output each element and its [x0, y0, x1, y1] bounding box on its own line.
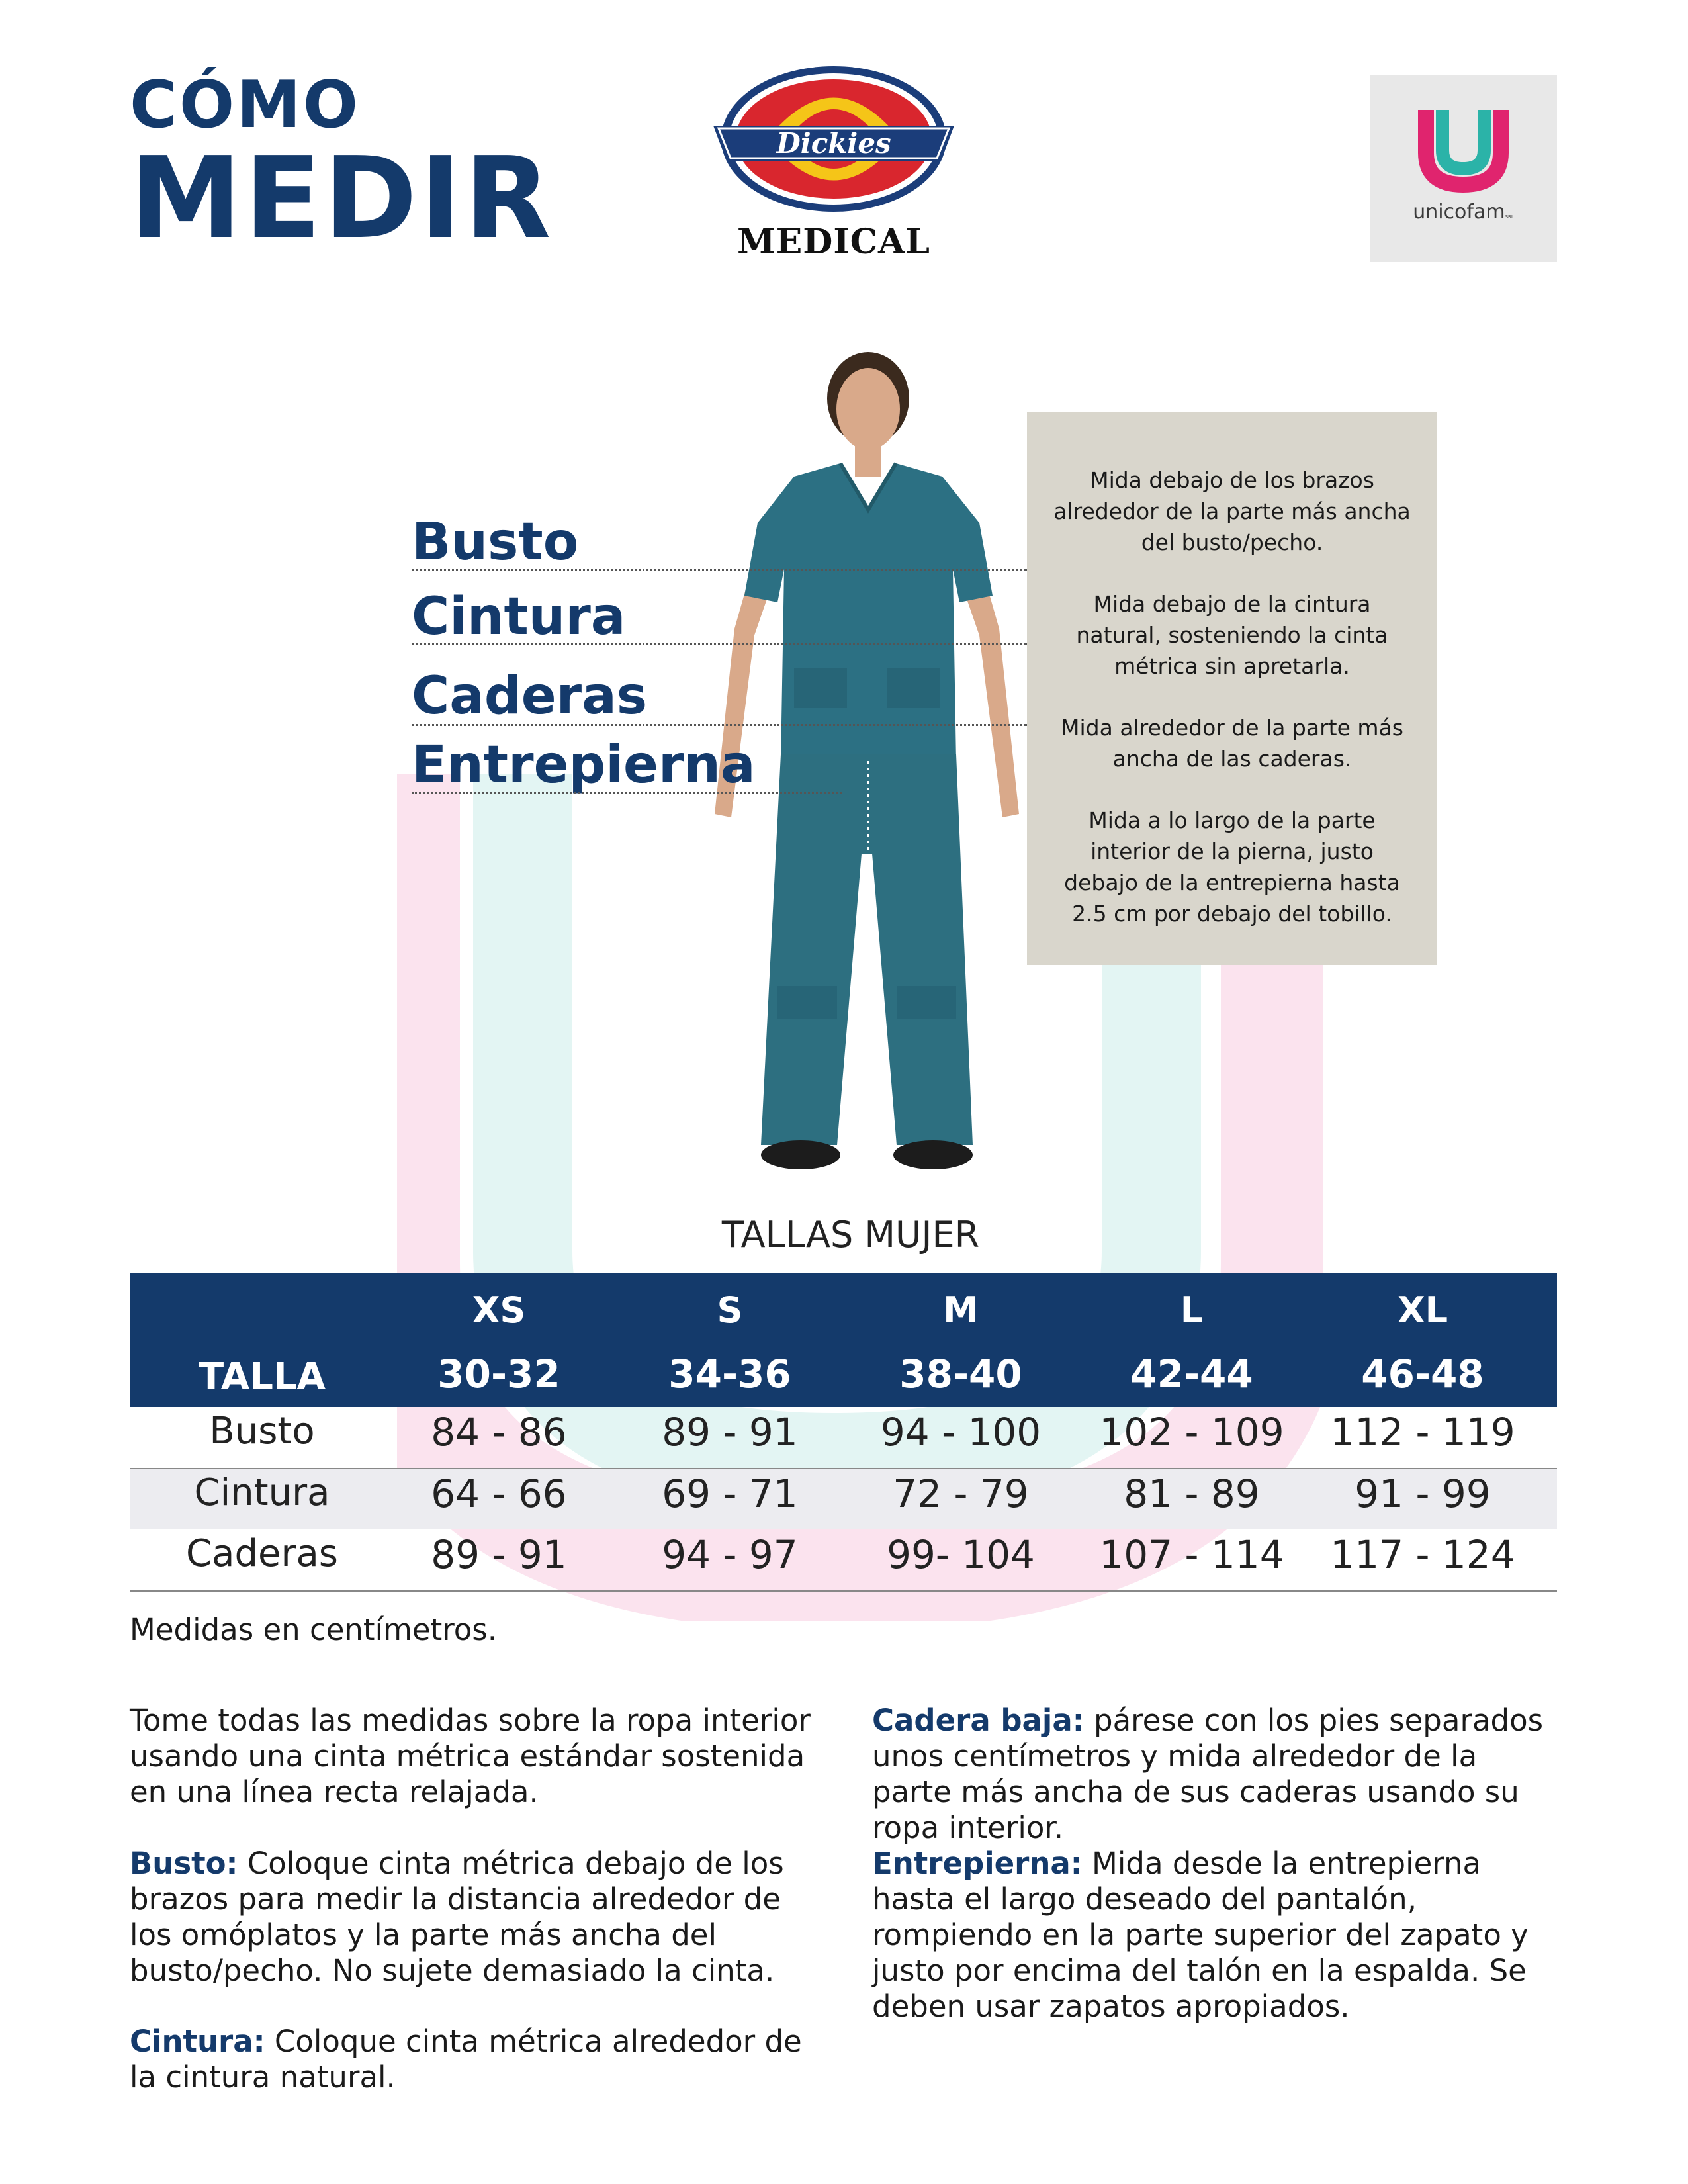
- table-cell: 99- 104: [887, 1532, 1035, 1577]
- note-busto-label: Busto:: [130, 1846, 238, 1881]
- table-cell: 89 - 91: [431, 1532, 567, 1577]
- label-busto: Busto: [412, 512, 579, 572]
- partner-trademark: SRL: [1505, 214, 1514, 220]
- header-size-l: L: [1180, 1289, 1204, 1331]
- caderas-line: [412, 724, 1027, 726]
- table-cell: 102 - 109: [1099, 1410, 1284, 1455]
- header-size-xs: XS: [472, 1289, 526, 1331]
- table-footnote: Medidas en centímetros.: [130, 1612, 498, 1647]
- header-range-s: 34-36: [668, 1351, 791, 1396]
- brand-name: Dickies: [776, 127, 891, 159]
- panel-text-cintura: Mida debajo de la cintura natural, sosteniendo la cinta métrica sin apretarla.: [1076, 591, 1388, 679]
- label-cintura: Cintura: [412, 587, 626, 647]
- busto-line: [412, 569, 1027, 571]
- note-busto-text: Coloque cinta métrica debajo de los brazos para medir la distancia alrededor de los omóplatos y la parte más ancha del busto/pecho. No sujete demasiado la cinta.: [130, 1846, 784, 1988]
- table-row-caderas: [130, 1529, 1557, 1590]
- note-cintura-text: Coloque cinta métrica alrededor de la cintura natural.: [130, 2024, 802, 2095]
- table-cell: 94 - 100: [880, 1410, 1042, 1455]
- label-entrepierna: Entrepierna: [412, 735, 756, 795]
- table-caption: TALLAS MUJER: [721, 1214, 980, 1255]
- table-cell: 81 - 89: [1124, 1471, 1260, 1516]
- table-cell: 64 - 66: [431, 1471, 567, 1516]
- table-cell: 94 - 97: [662, 1532, 798, 1577]
- note-cadera-label: Cadera baja:: [872, 1703, 1085, 1738]
- note-cintura: [130, 2024, 831, 2095]
- table-cell: 91 - 99: [1355, 1471, 1491, 1516]
- table-cell: 72 - 79: [893, 1471, 1029, 1516]
- note-intro: Tome todas las medidas sobre la ropa interior usando una cinta métrica estándar sostenida en una línea recta relajada.: [130, 1703, 811, 1809]
- header-range-xs: 30-32: [437, 1351, 560, 1396]
- partner-logo-box: [1370, 75, 1557, 262]
- partner-name: unicofamSRL: [1413, 201, 1514, 224]
- note-entrepierna: [872, 1846, 1560, 2025]
- panel-text-entrepierna: Mida a lo largo de la parte interior de la pierna, justo debajo de la entrepierna hasta 2.5 cm por debajo del tobillo.: [1064, 807, 1400, 927]
- note-cadera-baja: [872, 1703, 1560, 1846]
- table-cell: 112 - 119: [1330, 1410, 1515, 1455]
- note-cadera-text: párese con los pies separados unos centímetros y mida alrededor de la parte más ancha de sus caderas usando su ropa interior.: [872, 1703, 1544, 1845]
- table-row-cintura: [130, 1469, 1557, 1529]
- header-range-xl: 46-48: [1361, 1351, 1484, 1396]
- header-size-m: M: [943, 1289, 979, 1331]
- title-line-2: MEDIR: [130, 133, 554, 264]
- row-label: Caderas: [186, 1532, 338, 1575]
- title-line-1: CÓMO: [130, 68, 361, 143]
- panel-text-busto: Mida debajo de los brazos alrededor de la parte más ancha del busto/pecho.: [1053, 467, 1411, 555]
- cintura-line: [412, 643, 1027, 645]
- table-cell: 84 - 86: [431, 1410, 567, 1455]
- row-label: Busto: [209, 1410, 315, 1453]
- brand-subtitle: MEDICAL: [737, 222, 930, 262]
- note-entrepierna-text: Mida desde la entrepierna hasta el largo deseado del pantalón, rompiendo en la parte superior del zapato y justo por encima del talón en la espalda. Se deben usar zapatos apropiados.: [872, 1846, 1529, 2024]
- table-bottom-border: [130, 1590, 1557, 1592]
- header-range-l: 42-44: [1130, 1351, 1253, 1396]
- size-table-header: [130, 1273, 1557, 1407]
- table-cell: 69 - 71: [662, 1471, 798, 1516]
- note-entrepierna-label: Entrepierna:: [872, 1846, 1083, 1881]
- header-range-m: 38-40: [899, 1351, 1022, 1396]
- note-busto: [130, 1846, 831, 1989]
- table-row-busto: [130, 1407, 1557, 1468]
- entrepierna-line: [412, 792, 842, 794]
- panel-text-caderas: Mida alrededor de la parte más ancha de las caderas.: [1061, 715, 1403, 772]
- label-caderas: Caderas: [412, 666, 648, 726]
- partner-u-icon: [1416, 107, 1511, 193]
- header-talla: TALLA: [199, 1355, 326, 1398]
- row-label: Cintura: [194, 1471, 330, 1514]
- table-cell: 107 - 114: [1099, 1532, 1284, 1577]
- table-cell: 117 - 124: [1330, 1532, 1515, 1577]
- header-size-xl: XL: [1397, 1289, 1448, 1331]
- measurement-instructions-panel: [1027, 412, 1437, 965]
- header-size-s: S: [717, 1289, 743, 1331]
- note-cintura-label: Cintura:: [130, 2024, 265, 2059]
- table-cell: 89 - 91: [662, 1410, 798, 1455]
